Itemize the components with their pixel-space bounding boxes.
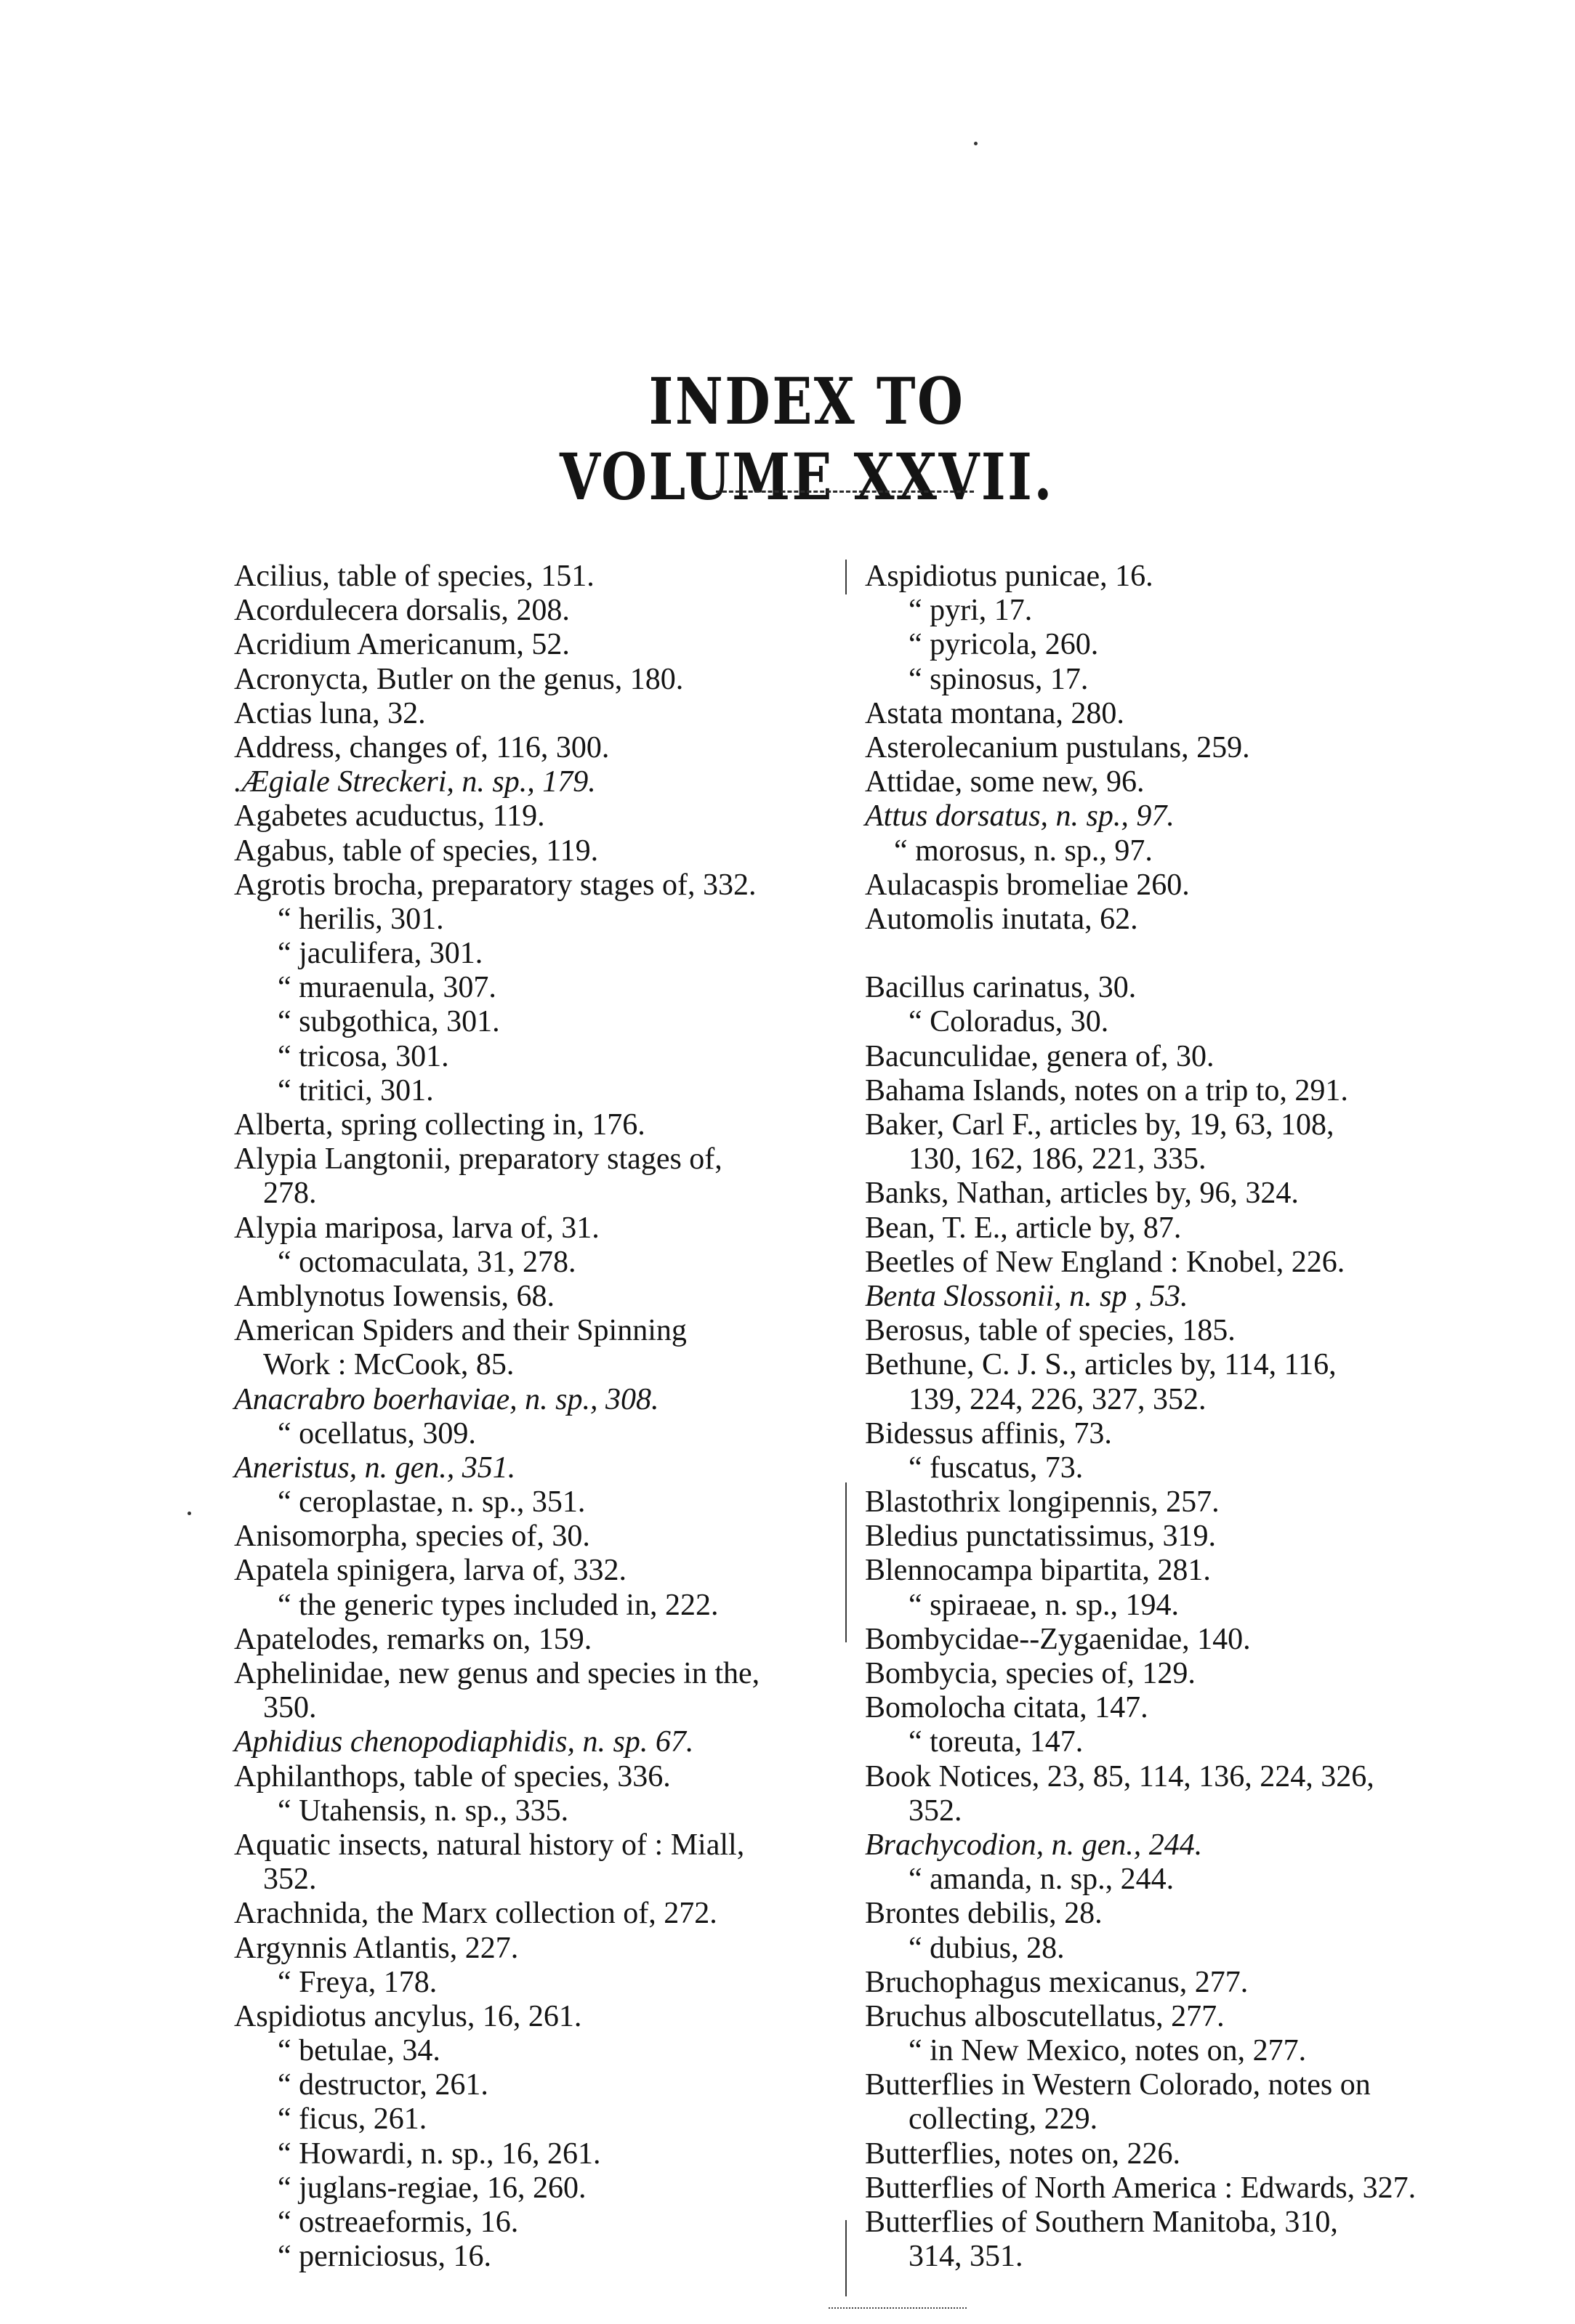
index-entry: “ the generic types included in, 222. xyxy=(278,1588,719,1622)
index-entry: “ pyricola, 260. xyxy=(909,628,1099,662)
index-entry: Aphelinidae, new genus and species in the, xyxy=(234,1657,760,1690)
index-entry: Alypia mariposa, larva of, 31. xyxy=(234,1211,600,1245)
index-entry: Bruchus alboscutellatus, 277. xyxy=(865,1999,1225,2033)
index-entry: Butterflies of Southern Manitoba, 310, xyxy=(865,2206,1338,2239)
index-entry: Blastothrix longipennis, 257. xyxy=(865,1485,1220,1520)
index-entry: Benta Slossonii, n. sp , 53. xyxy=(865,1279,1188,1313)
index-entry: “ octomaculata, 31, 278. xyxy=(278,1245,576,1279)
index-entry: Aspidiotus punicae, 16. xyxy=(865,560,1153,593)
index-entry: Baker, Carl F., articles by, 19, 63, 108, xyxy=(865,1108,1334,1142)
index-entry: “ spinosus, 17. xyxy=(909,662,1089,696)
index-entry: Butterflies of North America : Edwards, 327. xyxy=(865,2171,1417,2205)
index-entry: .Ægiale Streckeri, n. sp., 179. xyxy=(234,765,596,799)
index-entry: “ fuscatus, 73. xyxy=(909,1451,1084,1485)
index-entry: Anisomorpha, species of, 30. xyxy=(234,1520,590,1554)
index-entry: Berosus, table of species, 185. xyxy=(865,1314,1236,1348)
column-divider xyxy=(845,1482,847,1642)
index-entry: “ Coloradus, 30. xyxy=(909,1005,1109,1039)
index-entry: Beetles of New England : Knobel, 226. xyxy=(865,1245,1345,1279)
index-entry: “ ocellatus, 309. xyxy=(278,1416,476,1451)
index-entry: Attus dorsatus, n. sp., 97. xyxy=(865,799,1175,834)
index-entry: Bacillus carinatus, 30. xyxy=(865,971,1137,1005)
index-entry: Banks, Nathan, articles by, 96, 324. xyxy=(865,1177,1299,1211)
index-entry: Attidae, some new, 96. xyxy=(865,765,1145,799)
index-entry: Butterflies, notes on, 226. xyxy=(865,2137,1180,2171)
index-entry: Actias luna, 32. xyxy=(234,696,426,730)
index-entry: “ Howardi, n. sp., 16, 261. xyxy=(278,2137,601,2171)
index-entry: “ juglans-regiae, 16, 260. xyxy=(278,2171,587,2205)
index-entry: Alypia Langtonii, preparatory stages of, xyxy=(234,1142,722,1177)
index-entry: Agabetes acuductus, 119. xyxy=(234,799,545,834)
index-entry: Acridium Americanum, 52. xyxy=(234,628,570,662)
index-entry: Bombycidae--Zygaenidae, 140. xyxy=(865,1622,1251,1656)
margin-speck xyxy=(188,1512,191,1515)
bottom-rule xyxy=(829,2307,967,2309)
index-entry: Bidessus affinis, 73. xyxy=(865,1416,1112,1451)
index-entry: “ tricosa, 301. xyxy=(278,1039,449,1073)
index-entry: 278. xyxy=(263,1177,317,1211)
margin-speck xyxy=(974,142,978,145)
index-entry: 139, 224, 226, 327, 352. xyxy=(909,1382,1207,1416)
index-entry: Anacrabro boerhaviae, n. sp., 308. xyxy=(234,1382,659,1416)
index-entry: “ herilis, 301. xyxy=(278,902,444,936)
index-entry: “ spiraeae, n. sp., 194. xyxy=(909,1588,1180,1622)
index-entry: “ jaculifera, 301. xyxy=(278,937,483,971)
index-entry: 352. xyxy=(263,1863,317,1897)
section-gap xyxy=(865,937,1468,971)
index-entry: Astata montana, 280. xyxy=(865,696,1124,730)
index-entry: “ Utahensis, n. sp., 335. xyxy=(278,1794,569,1828)
index-entry: Bacunculidae, genera of, 30. xyxy=(865,1039,1215,1073)
index-entry: “ muraenula, 307. xyxy=(278,971,496,1005)
index-entry: “ tritici, 301. xyxy=(278,1073,434,1107)
index-entry: Bethune, C. J. S., articles by, 114, 116, xyxy=(865,1348,1337,1382)
index-entry: “ ficus, 261. xyxy=(278,2102,427,2137)
index-entry: Bruchophagus mexicanus, 277. xyxy=(865,1965,1249,1999)
index-entry: Apatelodes, remarks on, 159. xyxy=(234,1622,592,1656)
page-title: INDEX TO VOLUME XXVII. xyxy=(560,363,1054,515)
index-entry: Bean, T. E., article by, 87. xyxy=(865,1211,1182,1245)
index-entry: Brachycodion, n. gen., 244. xyxy=(865,1828,1203,1862)
index-entry: Aneristus, n. gen., 351. xyxy=(234,1451,516,1485)
index-entry: Address, changes of, 116, 300. xyxy=(234,730,610,764)
index-entry: Bombycia, species of, 129. xyxy=(865,1657,1196,1690)
index-entry: Argynnis Atlantis, 227. xyxy=(234,1931,519,1965)
index-entry: Bomolocha citata, 147. xyxy=(865,1691,1148,1725)
index-entry: “ toreuta, 147. xyxy=(909,1725,1084,1759)
index-entry: Butterflies in Western Colorado, notes on xyxy=(865,2068,1371,2102)
index-entry: Amblynotus Iowensis, 68. xyxy=(234,1279,555,1313)
index-entry: 352. xyxy=(909,1794,962,1828)
index-entry: “ ostreaeformis, 16. xyxy=(278,2206,519,2239)
index-column-left xyxy=(234,560,831,2274)
index-entry: “ morosus, n. sp., 97. xyxy=(894,834,1153,868)
index-entry: Bahama Islands, notes on a trip to, 291. xyxy=(865,1073,1348,1107)
column-divider xyxy=(845,560,847,594)
index-column-right xyxy=(865,560,1468,2274)
title-rule xyxy=(716,491,974,493)
index-entry: “ destructor, 261. xyxy=(278,2068,488,2102)
index-entry: “ pyri, 17. xyxy=(909,594,1033,628)
column-divider xyxy=(845,2220,847,2296)
index-entry: Blennocampa bipartita, 281. xyxy=(865,1554,1211,1588)
index-entry: Aquatic insects, natural history of : Miall, xyxy=(234,1828,745,1862)
index-entry: American Spiders and their Spinning xyxy=(234,1314,687,1348)
index-entry: Bledius punctatissimus, 319. xyxy=(865,1520,1216,1554)
index-entry: “ subgothica, 301. xyxy=(278,1005,500,1039)
index-entry: Apatela spinigera, larva of, 332. xyxy=(234,1554,627,1588)
index-entry: 130, 162, 186, 221, 335. xyxy=(909,1142,1207,1177)
index-entry: Work : McCook, 85. xyxy=(263,1348,515,1382)
index-entry: Brontes debilis, 28. xyxy=(865,1897,1103,1931)
index-entry: Aphidius chenopodiaphidis, n. sp. 67. xyxy=(234,1725,694,1759)
index-entry: collecting, 229. xyxy=(909,2102,1098,2137)
index-entry: Alberta, spring collecting in, 176. xyxy=(234,1108,645,1142)
index-entry: Automolis inutata, 62. xyxy=(865,902,1138,936)
index-entry: “ ceroplastae, n. sp., 351. xyxy=(278,1485,586,1520)
index-entry: Acordulecera dorsalis, 208. xyxy=(234,594,570,628)
index-entry: 350. xyxy=(263,1691,317,1725)
index-entry: Aulacaspis bromeliae 260. xyxy=(865,868,1190,902)
index-entry: Asterolecanium pustulans, 259. xyxy=(865,730,1250,764)
index-entry: Arachnida, the Marx collection of, 272. xyxy=(234,1897,717,1931)
index-entry: “ betulae, 34. xyxy=(278,2034,440,2068)
index-entry: 314, 351. xyxy=(909,2240,1023,2274)
index-entry: Aspidiotus ancylus, 16, 261. xyxy=(234,1999,582,2033)
index-entry: “ amanda, n. sp., 244. xyxy=(909,1863,1175,1897)
index-entry: “ dubius, 28. xyxy=(909,1931,1065,1965)
index-entry: Book Notices, 23, 85, 114, 136, 224, 326, xyxy=(865,1759,1374,1794)
index-entry: “ Freya, 178. xyxy=(278,1965,438,1999)
index-entry: “ in New Mexico, notes on, 277. xyxy=(909,2034,1307,2068)
index-entry: Acronycta, Butler on the genus, 180. xyxy=(234,662,684,696)
index-entry: Agrotis brocha, preparatory stages of, 332. xyxy=(234,868,757,902)
index-entry: Aphilanthops, table of species, 336. xyxy=(234,1759,671,1794)
index-entry: “ perniciosus, 16. xyxy=(278,2240,491,2274)
index-entry: Agabus, table of species, 119. xyxy=(234,834,599,868)
index-entry: Acilius, table of species, 151. xyxy=(234,560,595,593)
